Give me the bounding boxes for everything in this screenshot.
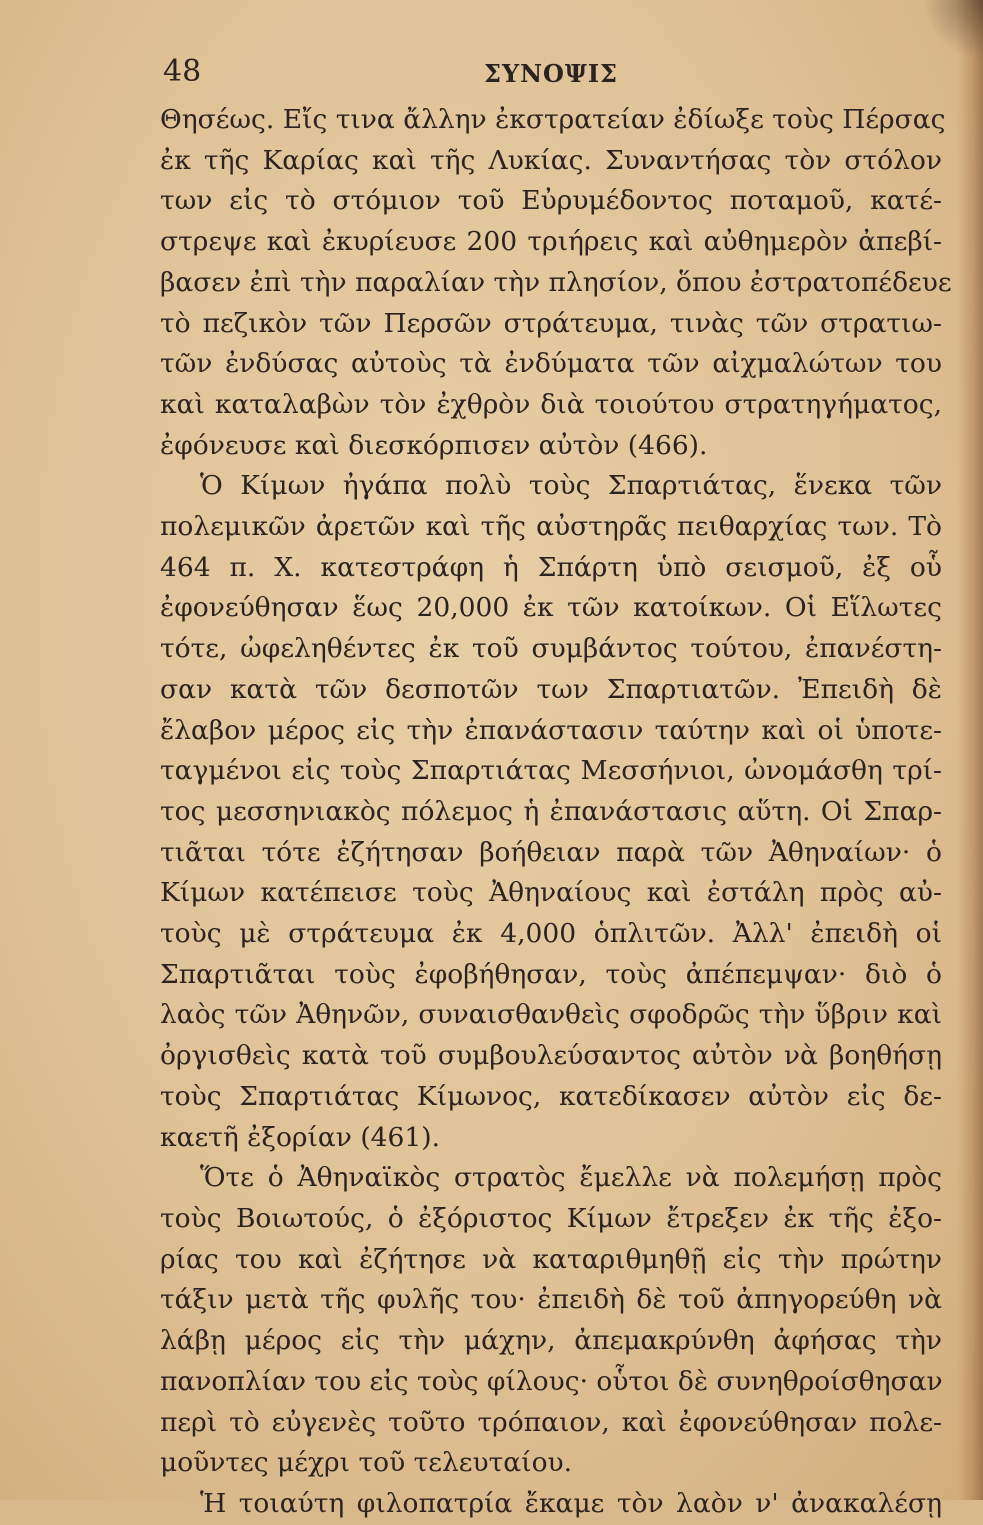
text-line: στρεψε καὶ ἐκυρίευσε 200 τριήρεις καὶ αὐθημερὸν ἀπεβί- xyxy=(160,226,942,258)
page-corner-stain xyxy=(923,0,983,60)
text-line: ἔλαβον μέρος εἰς τὴν ἐπανάστασιν ταύτην καὶ οἱ ὑποτε- xyxy=(160,714,942,746)
text-line: τοὺς Βοιωτούς, ὁ ἐξόριστος Κίμων ἔτρεξεν ἐκ τῆς ἐξο- xyxy=(160,1202,942,1234)
paragraph-start-line: Ὅτε ὁ Ἀθηναϊκὸς στρατὸς ἔμελλε νὰ πολεμήσῃ πρὸς xyxy=(200,1162,942,1194)
text-line: λαὸς τῶν Ἀθηνῶν, συναισθανθεὶς σφοδρῶς τὴν ὕβριν καὶ xyxy=(160,999,942,1031)
text-line: 464 π. Χ. κατεστράφη ἡ Σπάρτη ὑπὸ σεισμοῦ, ἐξ οὗ xyxy=(160,551,942,583)
running-title: ΣΥΝΟΨΙΣ xyxy=(483,59,619,88)
text-line: πανοπλίαν του εἰς τοὺς φίλους· οὗτοι δὲ συνηθροίσθησαν xyxy=(160,1365,943,1397)
text-line: τιᾶται τότε ἐζήτησαν βοήθειαν παρὰ τῶν Ἀθηναίων· ὁ xyxy=(160,836,942,868)
text-line: ρίας του καὶ ἐζήτησε νὰ καταριθμηθῇ εἰς τὴν πρώτην xyxy=(160,1243,942,1275)
text-line: περὶ τὸ εὐγενὲς τοῦτο τρόπαιον, καὶ ἐφονεύθησαν πολε- xyxy=(160,1406,942,1438)
text-line: βασεν ἐπὶ τὴν παραλίαν τὴν πλησίον, ὅπου ἐστρατοπέδευε xyxy=(160,266,952,298)
text-line: Σπαρτιᾶται τοὺς ἐφοβήθησαν, τοὺς ἀπέπεμψαν· διὸ ὁ xyxy=(160,958,942,990)
text-line: ἐφόνευσε καὶ διεσκόρπισεν αὐτὸν (466). xyxy=(160,429,708,461)
text-line: ταγμένοι εἰς τοὺς Σπαρτιάτας Μεσσήνιοι, ὠνομάσθη τρί- xyxy=(160,755,942,787)
text-line: των εἰς τὸ στόμιον τοῦ Εὐρυμέδοντος ποταμοῦ, κατέ- xyxy=(160,185,942,217)
text-line: πολεμικῶν ἀρετῶν καὶ τῆς αὐστηρᾶς πειθαρχίας των. Τὸ xyxy=(160,511,942,543)
text-line: Θησέως. Εἴς τινα ἄλλην ἐκστρατείαν ἐδίωξε τοὺς Πέρσας xyxy=(160,104,946,135)
text-line: ἐκ τῆς Καρίας καὶ τῆς Λυκίας. Συναντήσας τὸν στόλον xyxy=(160,144,942,176)
text-line: τοὺς μὲ στράτευμα ἐκ 4,000 ὁπλιτῶν. Ἀλλ' ἐπειδὴ οἱ xyxy=(160,918,942,950)
paragraph-start-line: Ὁ Κίμων ἠγάπα πολὺ τοὺς Σπαρτιάτας, ἕνεκα τῶν xyxy=(200,470,942,502)
text-line: ἐφονεύθησαν ἕως 20,000 ἐκ τῶν κατοίκων. Οἱ Εἵλωτες xyxy=(160,592,942,624)
text-line: τάξιν μετὰ τῆς φυλῆς του· ἐπειδὴ δὲ τοῦ ἀπηγορεύθη νὰ xyxy=(160,1284,942,1316)
text-line: τὸ πεζικὸν τῶν Περσῶν στράτευμα, τινὰς τῶν στρατιω- xyxy=(160,307,942,339)
text-line: λάβῃ μέρος εἰς τὴν μάχην, ἀπεμακρύνθη ἀφήσας τὴν xyxy=(160,1325,942,1357)
paragraph-start-line: Ἡ τοιαύτη φιλοπατρία ἔκαμε τὸν λαὸν ν' ἀνακαλέσῃ xyxy=(200,1487,942,1519)
page-header xyxy=(163,52,939,92)
text-line: ὀργισθεὶς κατὰ τοῦ συμβουλεύσαντος αὐτὸν νὰ βοηθήσῃ xyxy=(160,1040,942,1072)
text-line: καετῆ ἐξορίαν (461). xyxy=(160,1121,440,1153)
body-text xyxy=(160,100,952,1525)
text-line: τοὺς Σπαρτιάτας Κίμωνος, κατεδίκασεν αὐτὸν εἰς δε- xyxy=(160,1080,942,1112)
text-line: μοῦντες μέχρι τοῦ τελευταίου. xyxy=(160,1447,573,1479)
text-line: σαν κατὰ τῶν δεσποτῶν των Σπαρτιατῶν. Ἐπειδὴ δὲ xyxy=(160,673,942,705)
page-edge-shadow xyxy=(957,0,983,1500)
text-line: τότε, ὠφεληθέντες ἐκ τοῦ συμβάντος τούτου, ἐπανέστη- xyxy=(160,633,942,665)
text-line: τῶν ἐνδύσας αὐτοὺς τὰ ἐνδύματα τῶν αἰχμαλώτων του xyxy=(160,348,942,380)
text-line: Κίμων κατέπεισε τοὺς Ἀθηναίους καὶ ἐστάλη πρὸς αὐ- xyxy=(160,877,942,909)
page-number: 48 xyxy=(163,54,202,89)
text-line: τος μεσσηνιακὸς πόλεμος ἡ ἐπανάστασις αὕτη. Οἱ Σπαρ- xyxy=(160,795,942,827)
text-line: καὶ καταλαβὼν τὸν ἐχθρὸν διὰ τοιούτου στρατηγήματος, xyxy=(160,388,942,420)
